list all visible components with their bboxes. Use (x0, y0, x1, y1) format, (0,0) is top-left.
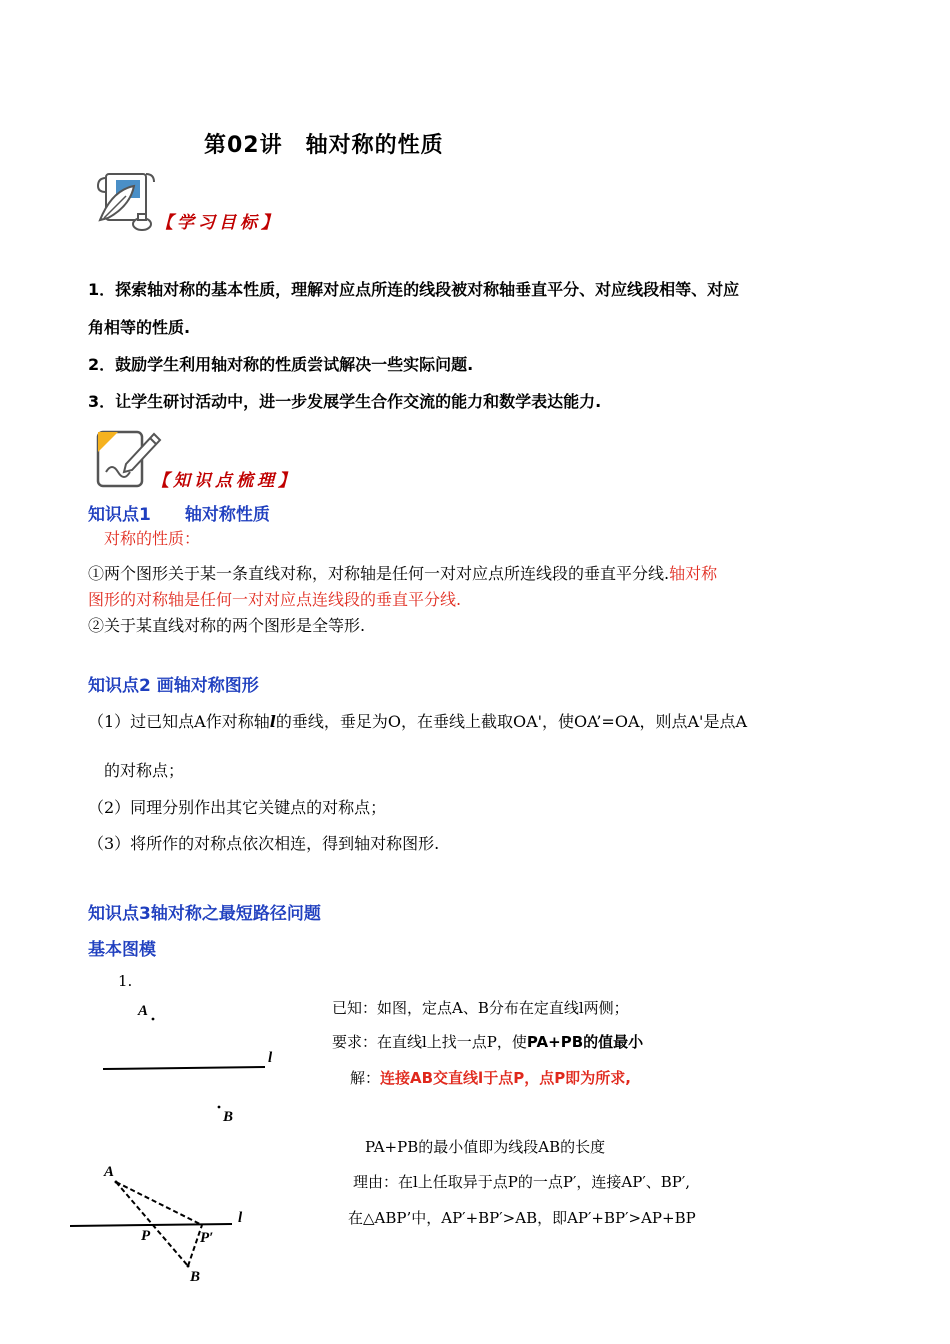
figure-2 (66, 1160, 266, 1290)
kp3-sol-label: 解： (350, 1069, 381, 1087)
fig2-label-a: A (104, 1164, 115, 1180)
kp1-p1-text: ①两个图形关于某一条直线对称，对称轴是任何一对对应点所连线段的垂直平分线. (88, 564, 670, 583)
kp1-p1-red: 轴对称 (669, 564, 718, 583)
kp1-paragraph2: ②关于某直线对称的两个图形是全等形. (88, 616, 366, 635)
fig1-label-l: l (268, 1050, 273, 1066)
objective-1-line1: 1．探索轴对称的基本性质，理解对应点所连的线段被对称轴垂直平分、对应线段相等、对应 (88, 280, 740, 299)
fig1-label-a: A (138, 1003, 149, 1019)
fig2-label-l: l (238, 1210, 243, 1226)
kp3-known: 已知：如图，定点A、B分布在定直线l两侧； (332, 999, 629, 1017)
fig1-label-b: B (223, 1109, 234, 1125)
kp3-req-bold: PA+PB的值最小 (526, 1033, 644, 1051)
fig2-segment-ap2 (116, 1182, 202, 1225)
kp2-step3: （3）将所作的对称点依次相连，得到轴对称图形. (88, 834, 440, 853)
fig2-line-l (70, 1224, 232, 1226)
fig2-label-b: B (190, 1269, 201, 1285)
kp2-heading: 知识点2 画轴对称图形 (88, 676, 259, 696)
objective-3: 3．让学生研讨活动中，进一步发展学生合作交流的能力和数学表达能力. (88, 392, 602, 411)
kp2-step1-line2: 的对称点； (104, 761, 185, 780)
knowledge-banner: 【知识点梳理】 (152, 471, 299, 491)
fig1-point-a (152, 1018, 155, 1021)
fig1-line-l (103, 1067, 265, 1069)
kp1-paragraph1-line2: 图形的对称轴是任何一对对应点连线段的垂直平分线. (88, 590, 462, 609)
kp3-number: 1. (118, 972, 133, 990)
kp3-requirement (332, 1031, 643, 1052)
kp3-heading: 知识点3轴对称之最短路径问题 (88, 904, 321, 924)
kp1-subheading: 对称的性质： (104, 529, 201, 548)
figure-1 (95, 995, 295, 1135)
objective-1-line2: 角相等的性质. (88, 318, 191, 337)
objectives-banner: 【学习目标】 (156, 213, 282, 233)
kp3-solution (350, 1067, 631, 1088)
kp3-subheading: 基本图模 (88, 940, 156, 960)
kp1-paragraph1 (88, 561, 717, 584)
kp1-heading: 知识点1 轴对称性质 (88, 505, 270, 525)
kp3-reason: 理由：在l上任取异于点P的一点P′，连接AP′、BP′, (353, 1173, 691, 1191)
fig2-label-p-prime: P′ (200, 1230, 214, 1246)
kp2-step1-l: l (269, 712, 276, 731)
objective-2: 2．鼓励学生利用轴对称的性质尝试解决一些实际问题. (88, 355, 474, 374)
kp2-step1 (88, 709, 747, 732)
kp3-sol-text: 连接AB交直线l于点P，点P即为所求, (380, 1069, 631, 1087)
fig2-point-a (115, 1181, 118, 1184)
fig2-point-b (187, 1265, 190, 1268)
kp3-inequality: 在△ABP’中，AP′+BP′>AB，即AP′+BP′>AP+BP (348, 1209, 696, 1227)
page-title: 第02讲 轴对称的性质 (204, 133, 444, 158)
scroll-quill-icon (92, 168, 162, 234)
kp3-min-value: PA+PB的最小值即为线段AB的长度 (365, 1138, 606, 1156)
fig2-label-p: P (141, 1228, 151, 1244)
fig1-point-b (218, 1106, 221, 1109)
kp2-step1-a: （1）过已知点A作对称轴 (88, 712, 270, 731)
kp2-step2: （2）同理分别作出其它关键点的对称点； (88, 798, 387, 817)
kp2-step1-b: 的垂线，垂足为O，在垂线上截取OA'，使OA’=OA，则点A'是点A (275, 712, 748, 731)
kp3-req-text: 要求：在直线l上找一点P，使 (332, 1033, 527, 1051)
